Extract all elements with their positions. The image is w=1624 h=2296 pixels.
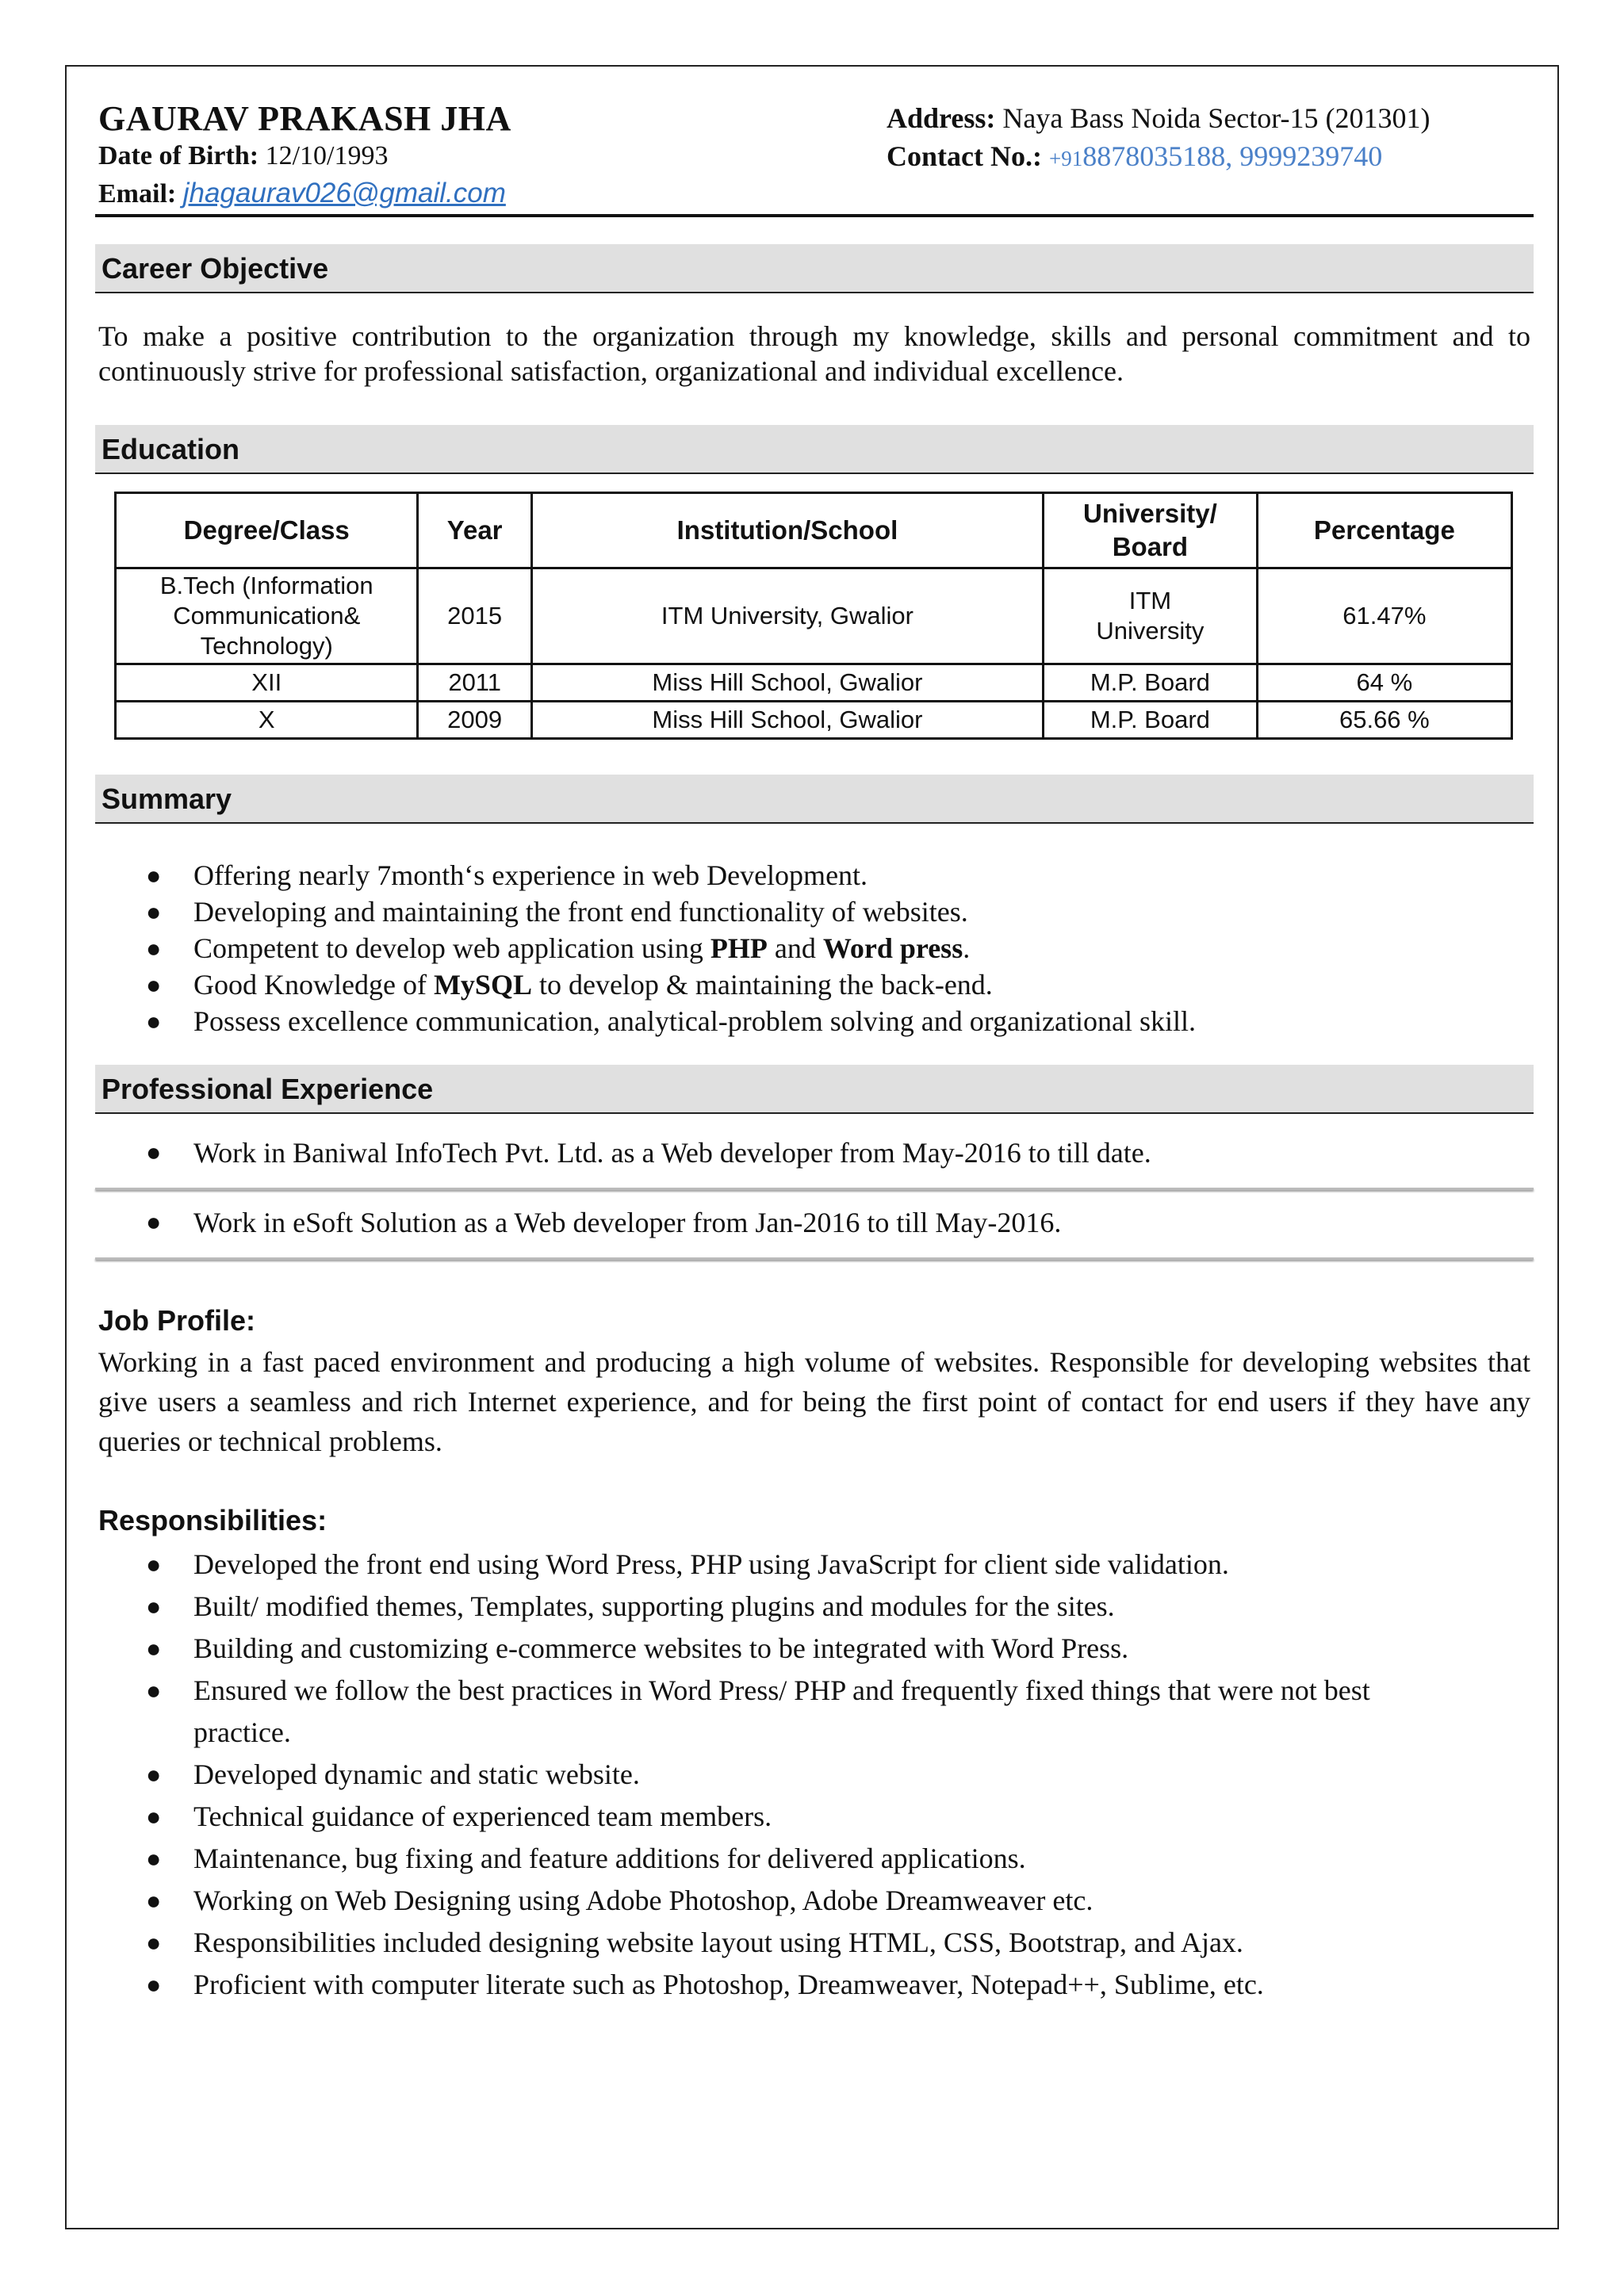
- date-of-birth: [98, 141, 388, 171]
- list-item: [95, 1754, 1534, 1796]
- bullet-icon: ●: [146, 1592, 162, 1621]
- list-item-text: and: [767, 932, 823, 964]
- address: [887, 101, 1431, 135]
- section-career-objective: [95, 244, 1534, 293]
- bullet-icon: ●: [146, 1886, 162, 1915]
- list-item-text: Responsibilities included designing website layout using HTML, CSS, Bootstrap, and Ajax.: [193, 1927, 1243, 1958]
- candidate-name: GAURAV PRAKASH JHA: [98, 99, 511, 138]
- list-item: [95, 1796, 1534, 1838]
- list-item: [95, 857, 1534, 894]
- address-value: Naya Bass Noida Sector-15 (201301): [1002, 102, 1431, 134]
- experience-list: [95, 1120, 1534, 1260]
- table-cell: M.P. Board: [1044, 702, 1258, 739]
- list-item-text: .: [963, 932, 971, 964]
- list-item-text: Built/ modified themes, Templates, supporting plugins and modules for the sites.: [193, 1590, 1115, 1622]
- column-header: University/ Board: [1044, 493, 1258, 568]
- email-label: Email:: [98, 179, 177, 209]
- list-item: [95, 1670, 1534, 1754]
- contact-prefix: +91: [1048, 147, 1083, 170]
- skill-wordpress: Word press: [822, 932, 963, 964]
- list-item: [95, 1880, 1534, 1922]
- table-header-row: [116, 493, 1512, 568]
- contact-number: [887, 140, 1382, 173]
- column-header: Year: [418, 493, 531, 568]
- list-item: [95, 1190, 1534, 1260]
- list-item-text: Competent to develop web application using: [193, 932, 710, 964]
- bullet-icon: ●: [146, 1676, 162, 1705]
- header-divider: [95, 214, 1534, 217]
- table-cell: X: [116, 702, 418, 739]
- table-cell: 64 %: [1257, 664, 1511, 702]
- table-cell: ITM University: [1044, 568, 1258, 664]
- email-link[interactable]: jhagaurav026@gmail.com: [182, 178, 506, 209]
- list-item: [95, 1586, 1534, 1628]
- dob-label: Date of Birth:: [98, 141, 259, 170]
- job-profile-heading: Job Profile:: [98, 1304, 256, 1337]
- list-item-text: Work in eSoft Solution as a Web developer from Jan-2016 to till May-2016.: [193, 1207, 1062, 1238]
- section-professional-experience: [95, 1065, 1534, 1114]
- section-summary: [95, 775, 1534, 824]
- column-header: Degree/Class: [116, 493, 418, 568]
- skill-php: PHP: [710, 932, 768, 964]
- bullet-icon: ●: [146, 897, 162, 926]
- section-title: Summary: [102, 783, 232, 815]
- contact-value: [1049, 140, 1382, 172]
- list-item: [95, 894, 1534, 930]
- table-cell: XII: [116, 664, 418, 702]
- bullet-icon: ●: [146, 1928, 162, 1957]
- list-item-text: to develop & maintaining the back-end.: [531, 969, 993, 1001]
- responsibilities-list: [95, 1544, 1534, 2006]
- resume-header: [95, 95, 1534, 214]
- list-item: [95, 930, 1534, 966]
- list-item-text: Maintenance, bug fixing and feature additions for delivered applications.: [193, 1843, 1026, 1874]
- list-item: [95, 966, 1534, 1003]
- column-header: Percentage: [1257, 493, 1511, 568]
- table-row: [116, 568, 1512, 664]
- bullet-icon: ●: [146, 1844, 162, 1873]
- divider: [95, 1257, 1534, 1260]
- list-item: [95, 1838, 1534, 1880]
- responsibilities-heading: Responsibilities:: [98, 1504, 327, 1536]
- career-objective-text: To make a positive contribution to the organization through my knowledge, skills and personal commitment and to continuously strive for professional satisfaction, organizational and individual excellence.: [98, 320, 1530, 387]
- table-cell: 2009: [418, 702, 531, 739]
- list-item-text: Good Knowledge of: [193, 969, 434, 1001]
- list-item-text: Possess excellence communication, analytical-problem solving and organizational skill.: [193, 1005, 1197, 1037]
- table-cell: 61.47%: [1257, 568, 1511, 664]
- table-cell: 2015: [418, 568, 531, 664]
- table-cell: 2011: [418, 664, 531, 702]
- column-header: Institution/School: [531, 493, 1043, 568]
- table-cell: 65.66 %: [1257, 702, 1511, 739]
- list-item-text: Working on Web Designing using Adobe Photoshop, Adobe Dreamweaver etc.: [193, 1885, 1094, 1916]
- contact-numbers: 8878035188, 9999239740: [1082, 140, 1383, 172]
- dob-value: 12/10/1993: [265, 141, 389, 170]
- list-item-text: Building and customizing e-commerce websites to be integrated with Word Press.: [193, 1632, 1129, 1664]
- table-row: [116, 702, 1512, 739]
- list-item-text: Ensured we follow the best practices in Word Press/ PHP and frequently fixed things that were not best practice.: [193, 1674, 1370, 1748]
- list-item-text: Work in Baniwal InfoTech Pvt. Ltd. as a Web developer from May-2016 to till date.: [193, 1137, 1151, 1169]
- table-row: [116, 664, 1512, 702]
- table-cell: M.P. Board: [1044, 664, 1258, 702]
- list-item: [95, 1922, 1534, 1964]
- table-cell: ITM University, Gwalior: [531, 568, 1043, 664]
- table-cell: Miss Hill School, Gwalior: [531, 664, 1043, 702]
- list-item: [95, 1544, 1534, 1586]
- list-item-text: Technical guidance of experienced team members.: [193, 1800, 772, 1832]
- contact-label: Contact No.:: [887, 140, 1042, 172]
- job-profile-text: Working in a fast paced environment and producing a high volume of websites. Responsible for developing websites that give users a seamless and rich Internet experience, and for being the first point of contact for end users if they have any queries or technical problems.: [98, 1346, 1530, 1457]
- skill-mysql: MySQL: [433, 969, 532, 1001]
- list-item: [95, 1003, 1534, 1039]
- bullet-icon: ●: [146, 934, 162, 962]
- table-cell: Miss Hill School, Gwalior: [531, 702, 1043, 739]
- bullet-icon: ●: [146, 970, 162, 999]
- list-item-text: Offering nearly 7month‘s experience in web Development.: [193, 859, 868, 891]
- list-item-text: Developing and maintaining the front end functionality of websites.: [193, 896, 968, 928]
- address-label: Address:: [887, 102, 996, 134]
- section-title: Career Objective: [102, 252, 329, 285]
- list-item-text: Developed dynamic and static website.: [193, 1758, 640, 1790]
- education-table: [114, 492, 1513, 740]
- bullet-icon: ●: [146, 1007, 162, 1035]
- email-line: [98, 178, 506, 209]
- bullet-icon: ●: [146, 1138, 162, 1166]
- section-education: [95, 425, 1534, 474]
- bullet-icon: ●: [146, 1207, 162, 1236]
- summary-list: [95, 857, 1534, 1039]
- list-item: [95, 1120, 1534, 1190]
- list-item-text: Proficient with computer literate such as Photoshop, Dreamweaver, Notepad++, Sublime, etc.: [193, 1969, 1264, 2000]
- bullet-icon: ●: [146, 1550, 162, 1578]
- bullet-icon: ●: [146, 1760, 162, 1789]
- list-item-text: Developed the front end using Word Press, PHP using JavaScript for client side validation.: [193, 1548, 1229, 1580]
- list-item: [95, 1964, 1534, 2006]
- bullet-icon: ●: [146, 861, 162, 890]
- list-item: [95, 1628, 1534, 1670]
- section-title: Professional Experience: [102, 1073, 434, 1105]
- table-cell: B.Tech (Information Communication& Technology): [116, 568, 418, 664]
- resume-content: [95, 95, 1534, 2006]
- bullet-icon: ●: [146, 1634, 162, 1663]
- bullet-icon: ●: [146, 1970, 162, 1999]
- section-title: Education: [102, 433, 240, 465]
- bullet-icon: ●: [146, 1802, 162, 1831]
